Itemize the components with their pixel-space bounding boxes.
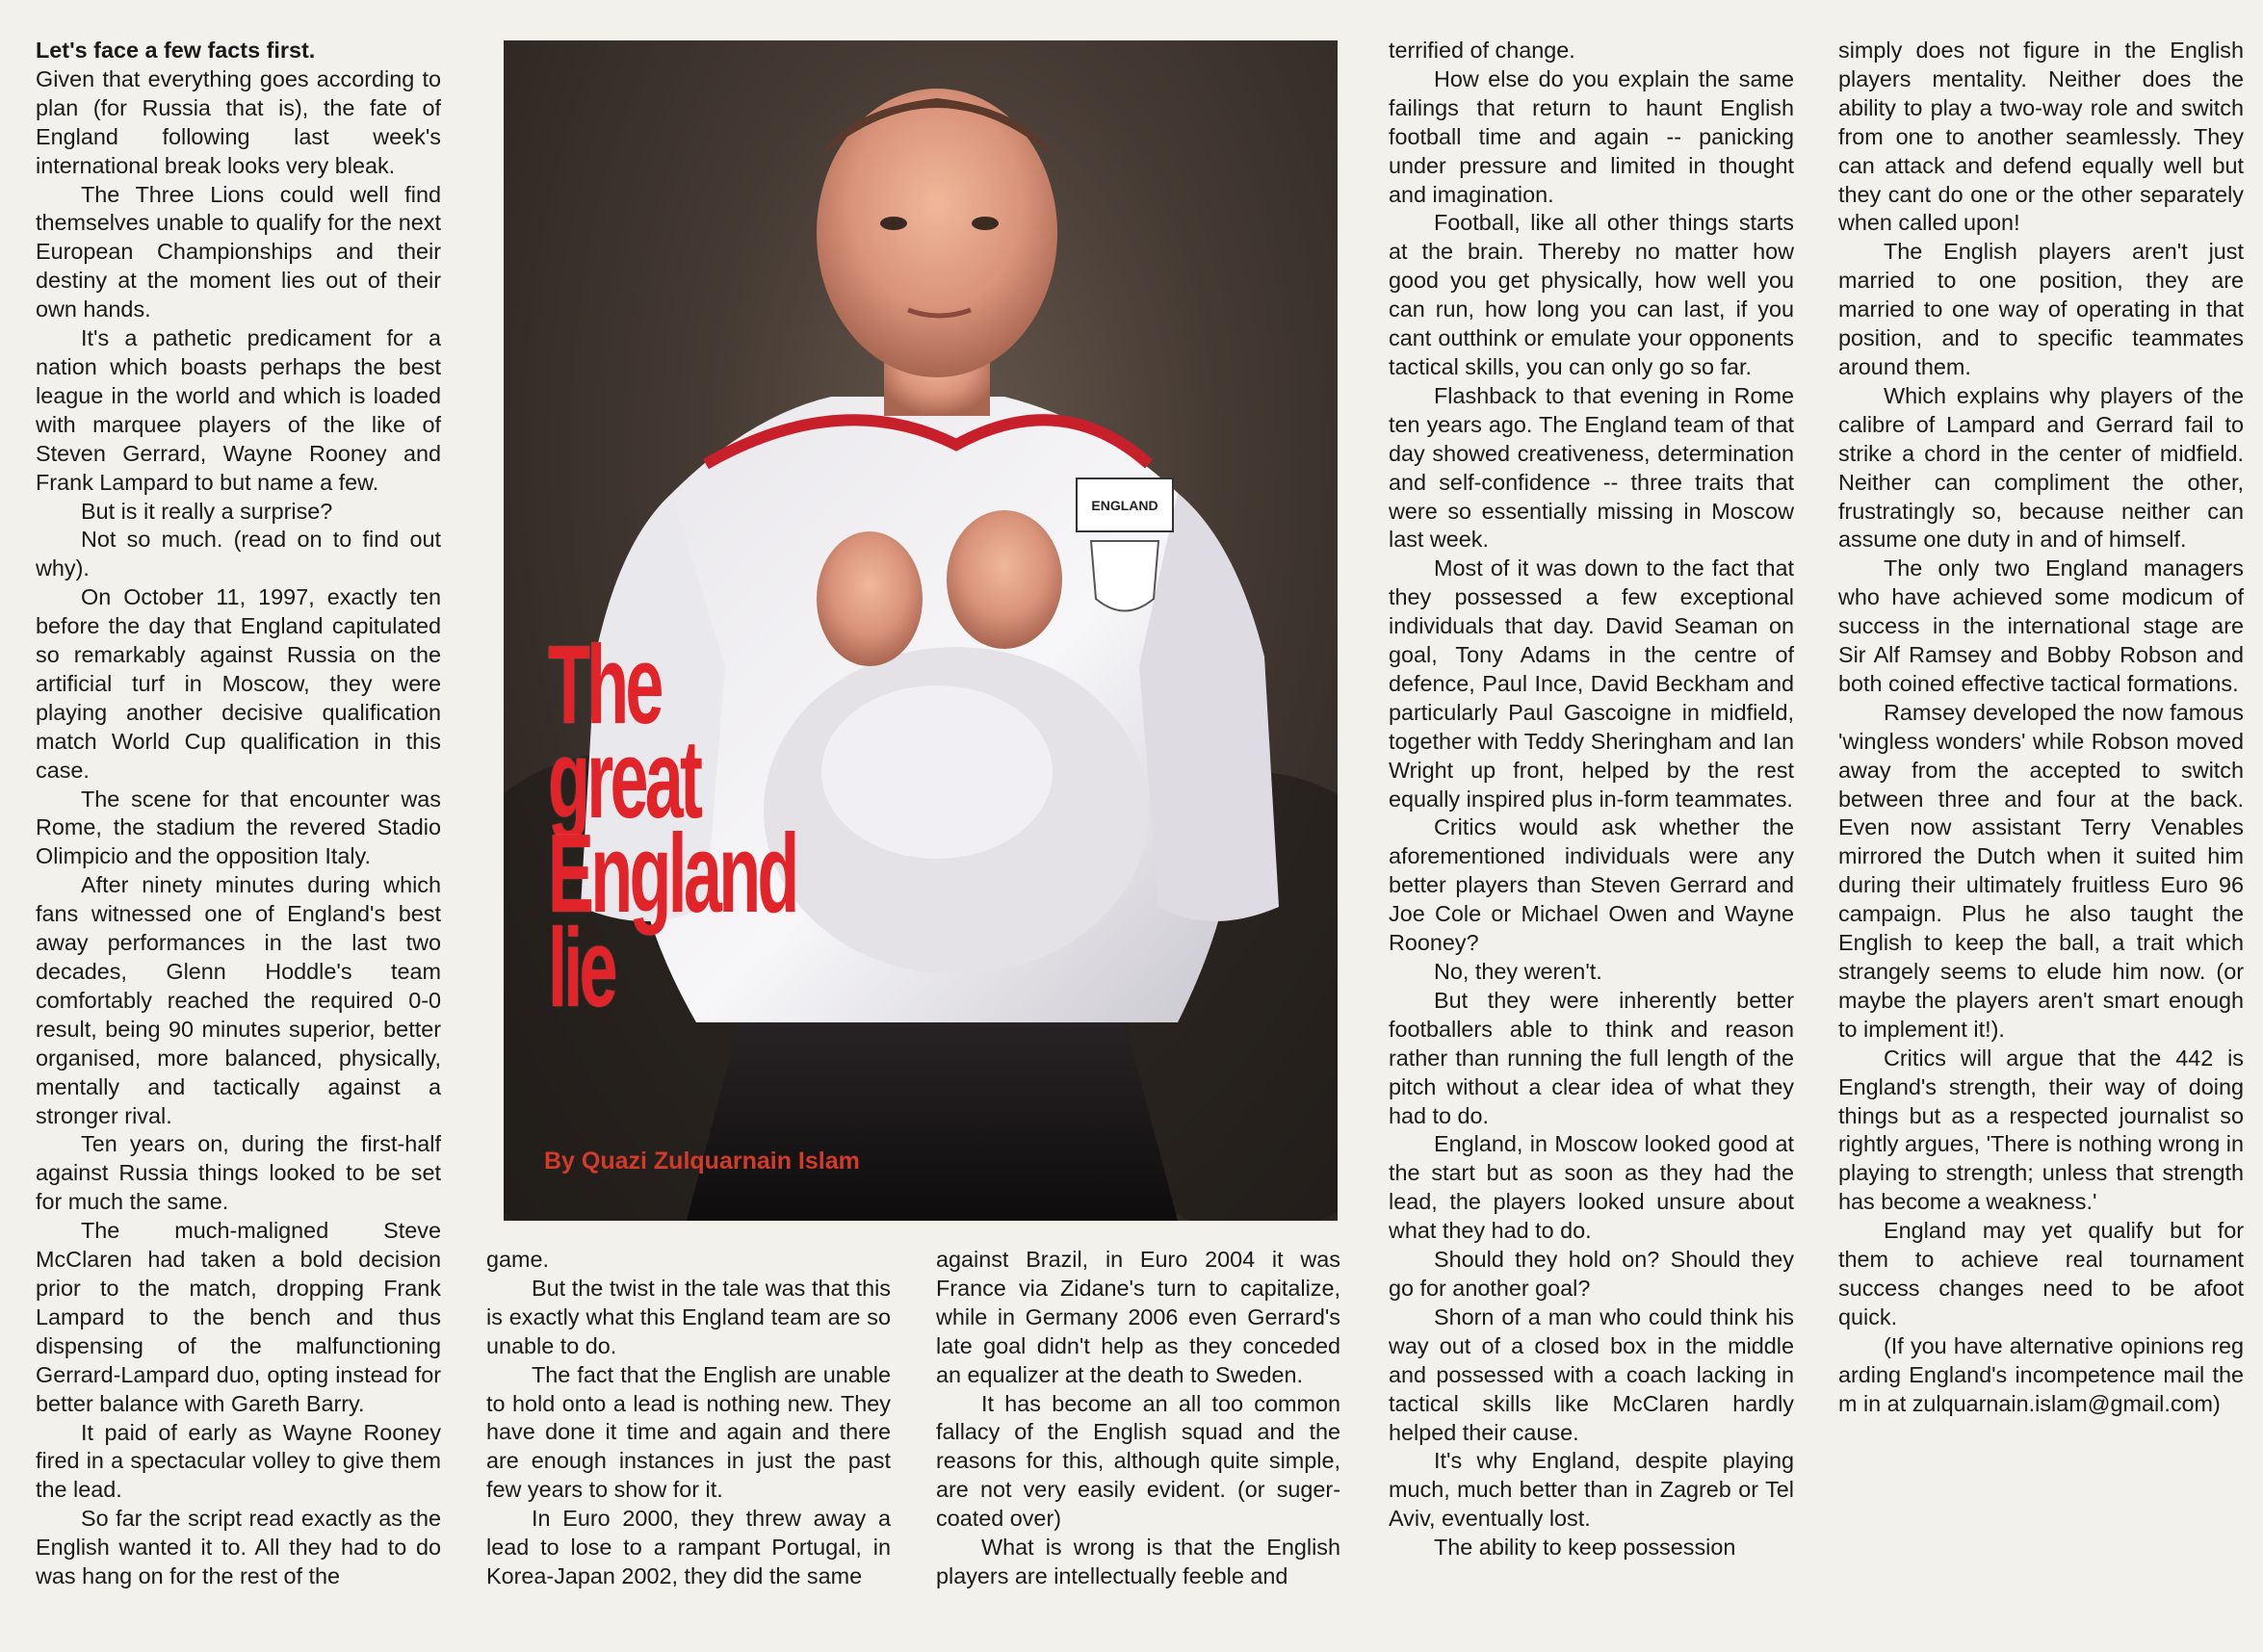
paragraph: Not so much. (read on to find out why). bbox=[36, 527, 441, 581]
paragraph: In Euro 2000, they threw away a lead to lose to a rampant Portugal, in Korea-Japan 2002, they did the same bbox=[486, 1506, 891, 1588]
paragraph: England, in Moscow looked good at the start but as soon as they had the lead, the players looked unsure about what they had to do. bbox=[1389, 1131, 1794, 1244]
paragraph: What is wrong is that the English players are intellectually feeble and bbox=[936, 1535, 1340, 1588]
paragraph: The ability to keep possession bbox=[1434, 1535, 1736, 1561]
paragraph: The scene for that encounter was Rome, the stadium the revered Stadio Olimpicio and the opposition Italy. bbox=[36, 786, 441, 869]
paragraph: No, they weren't. bbox=[1434, 959, 1602, 984]
player-photo bbox=[504, 40, 1338, 1221]
paragraph: game. bbox=[486, 1247, 550, 1272]
paragraph: It's why England, despite playing much, much better than in Zagreb or Tel Aviv, eventually lost. bbox=[1389, 1448, 1794, 1532]
byline: By Quazi Zulquarnain Islam bbox=[544, 1148, 860, 1174]
paragraph: Most of it was down to the fact that they possessed a few exceptional individuals that day. David Seaman on goal, Tony Adams in the centre of defence, Paul Ince, David Beckham and particularly Paul Gascoigne in midfield, together with Teddy Sheringham and Ian Wright up front, helped by the rest equally inspired plus in-form teammates. bbox=[1389, 555, 1794, 812]
paragraph: against Brazil, in Euro 2004 it was France via Zidane's turn to capitalize, while in Germany 2006 even Gerrard's late goal didn't help as they conceded an equalizer at the death to Sweden. bbox=[936, 1247, 1340, 1387]
article-column-5 bbox=[1838, 37, 2244, 1419]
paragraph: How else do you explain the same failings that return to haunt English football time and again -- panicking under pressure and limited in thought and imagination. bbox=[1389, 65, 1794, 207]
headline-line: The bbox=[548, 622, 661, 747]
headline-line: England bbox=[548, 811, 796, 936]
paragraph: Critics would ask whether the aforementioned individuals were any better players than Steven Gerrard and Joe Cole or Michael Owen and Wayne Rooney? bbox=[1389, 814, 1794, 956]
paragraph: England may yet qualify but for them to achieve real tournament success changes need to be afoot quick. bbox=[1838, 1218, 2244, 1329]
shirt-badge-text: ENGLAND bbox=[1091, 498, 1158, 513]
paragraph: The fact that the English are unable to hold onto a lead is nothing new. They have done it time and again and there are enough instances in just the past few years to show for it. bbox=[486, 1361, 891, 1503]
paragraph: The English players aren't just married to one position, they are married to one way of operating in that position, and to specific teammates around them. bbox=[1838, 239, 2244, 379]
headline bbox=[548, 622, 796, 1030]
paragraph: But they were inherently better footballers able to think and reason rather than running the full length of the pitch without a clear idea of what they had to do. bbox=[1389, 987, 1794, 1128]
paragraph: Shorn of a man who could think his way out of a closed box in the middle and possessed with a coach lacking in tactical skills like McClaren hardly helped their cause. bbox=[1389, 1304, 1794, 1445]
paragraph: Football, like all other things starts at the brain. Thereby no matter how good you get physically, how well you can run, how long you can last, if you cant outthink or emulate your opponents tactical skills, you can only go so far. bbox=[1389, 210, 1794, 379]
paragraph: simply does not figure in the English players mentality. Neither does the ability to play a two-way role and switch from one to another seamlessly. They can attack and defend equally well but they cant do one or the other separately when called upon! bbox=[1838, 38, 2244, 236]
paragraph: Which explains why players of the calibre of Lampard and Gerrard fail to strike a chord in the center of midfield. Neither can compliment the other, frustratingly so, because neither can assume one duty in and of himself. bbox=[1838, 382, 2244, 553]
paragraph: But the twist in the tale was that this is exactly what this England team are so unable to do. bbox=[486, 1275, 891, 1358]
article-column-3 bbox=[936, 1246, 1340, 1591]
paragraph: Given that everything goes according to plan (for Russia that is), the fate of England following last week's international break looks very bleak. bbox=[36, 65, 441, 178]
paragraph: Should they hold on? Should they go for another goal? bbox=[1389, 1247, 1794, 1301]
lead-heading: Let's face a few facts first. bbox=[36, 38, 316, 63]
article-column-2 bbox=[486, 1246, 891, 1591]
paragraph: It has become an all too common fallacy of the English squad and the reasons for this, although quite simple, are not very easily evident. (or suger-coated over) bbox=[936, 1390, 1340, 1532]
paragraph: Ten years on, during the first-half against Russia things looked to be set for much the same. bbox=[36, 1131, 441, 1215]
headline-line: great bbox=[548, 716, 700, 841]
paragraph: After ninety minutes during which fans witnessed one of England's best away performances in the last two decades, Glenn Hoddle's team comfortably reached the required 0-0 result, being 90 minutes superior, better organised, more balanced, physically, mentally and tactically against a stronger rival. bbox=[36, 872, 441, 1128]
article-column-4 bbox=[1389, 37, 1794, 1562]
paragraph: Ramsey developed the now famous 'wingless wonders' while Robson moved away from the accepted to switch between three and four at the back. Even now assistant Terry Venables mirrored the Dutch when it suited him during their ultimately fruitless Euro 96 campaign. Plus he also taught the English to keep the ball, a trait which strangely seems to elude him now. (or maybe the players aren't smart enough to implement it!). bbox=[1838, 699, 2244, 1042]
paragraph: terrified of change. bbox=[1389, 38, 1575, 63]
paragraph: So far the script read exactly as the English wanted it to. All they had to do was hang on for the rest of the bbox=[36, 1506, 441, 1589]
paragraph: The only two England managers who have achieved some modicum of success in the international stage are Sir Alf Ramsey and Bobby Robson and both coined effective tactical formations. bbox=[1838, 555, 2244, 696]
paragraph: The Three Lions could well find themselves unable to qualify for the next European Championships and their destiny at the moment lies out of their own hands. bbox=[36, 181, 441, 323]
paragraph: The much-maligned Steve McClaren had taken a bold decision prior to the match, dropping Frank Lampard to the bench and thus dispensing of the malfunctioning Gerrard-Lampard duo, opting instead for better balance with Gareth Barry. bbox=[36, 1218, 441, 1416]
paragraph: But is it really a surprise? bbox=[81, 498, 333, 524]
paragraph: Critics will argue that the 442 is England's strength, their way of doing things but as a respected journalist so rightly argues, 'There is nothing wrong in playing to strength; unless that strength has become a weakness.' bbox=[1838, 1045, 2244, 1215]
paragraph: On October 11, 1997, exactly ten before the day that England capitulated so remarkably against Russia on the artificial turf in Moscow, they were playing another decisive qualification match World Cup qualification in this case. bbox=[36, 584, 441, 783]
paragraph: Flashback to that evening in Rome ten years ago. The England team of that day showed creativeness, determination and self-confidence -- three traits that were so essentially missing in Moscow last week. bbox=[1389, 382, 1794, 553]
headline-line: lie bbox=[548, 905, 614, 1030]
article-column-1 bbox=[36, 37, 441, 1591]
paragraph: It paid of early as Wayne Rooney fired in a spectacular volley to give them the lead. bbox=[36, 1419, 441, 1503]
paragraph: It's a pathetic predicament for a nation which boasts perhaps the best league in the world and which is loaded with marquee players of the like of Steven Gerrard, Wayne Rooney and Frank Lampard to but name a few. bbox=[36, 325, 441, 495]
contact-paragraph: (If you have alternative opinions regarding England's incompetence mail them in at zulquarnain.islam@gmail.com) bbox=[1838, 1332, 2244, 1416]
